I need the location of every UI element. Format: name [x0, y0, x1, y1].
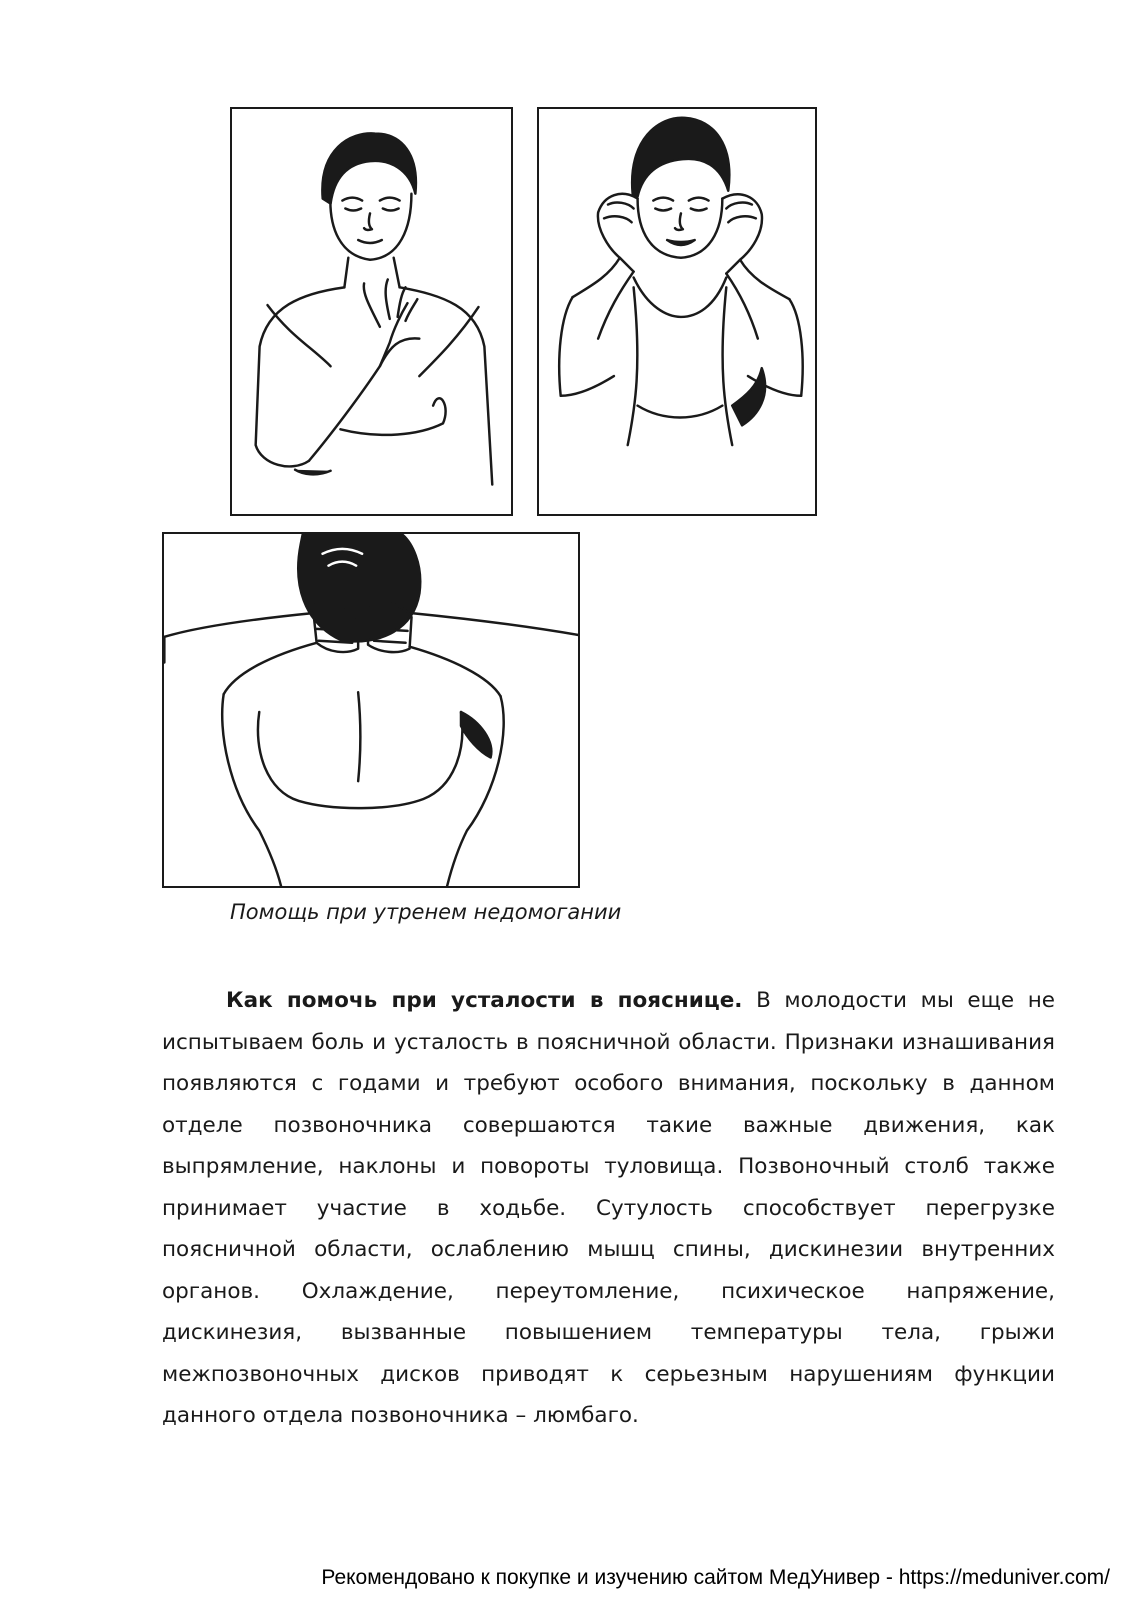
woman-hands-on-temples-illustration	[539, 109, 815, 514]
figure-caption: Помощь при утренем недомогании	[230, 900, 622, 924]
paragraph-lead: Как помочь при усталости в пояснице.	[226, 988, 743, 1013]
figure-hand-on-chest	[230, 107, 513, 516]
paragraph-text: В молодости мы еще не испытываем боль и усталость в поясничной области. Признаки изнашивания появляются с годами и требуют особого внимания, поскольку в данном отделе позвоночника совершаются такие важные движения, как выпрямление, наклоны и повороты туловища. Позвоночный столб также принимает участие в ходьбе. Сутулость способствует перегрузке поясничной области, ослаблению мышц спины, дискинезии внутренних органов. Охлаждение, переутомление, психическое напряжение, дискинезия, вызванные повышением температуры тела, грыжи межпозвоночных дисков приводят к серьезным нарушениям функции данного отдела позвоночника – люмбаго.	[162, 988, 1056, 1428]
figure-hands-on-temples	[537, 107, 817, 516]
figure-hands-behind-neck	[162, 532, 580, 888]
body-paragraph	[162, 980, 1055, 1437]
footer-recommendation-link[interactable]: Рекомендовано к покупке и изучению сайтом МедУнивер - https://meduniver.com/	[321, 1566, 1110, 1589]
woman-hands-behind-neck-illustration	[164, 534, 578, 886]
woman-hand-on-chest-illustration	[232, 109, 511, 514]
